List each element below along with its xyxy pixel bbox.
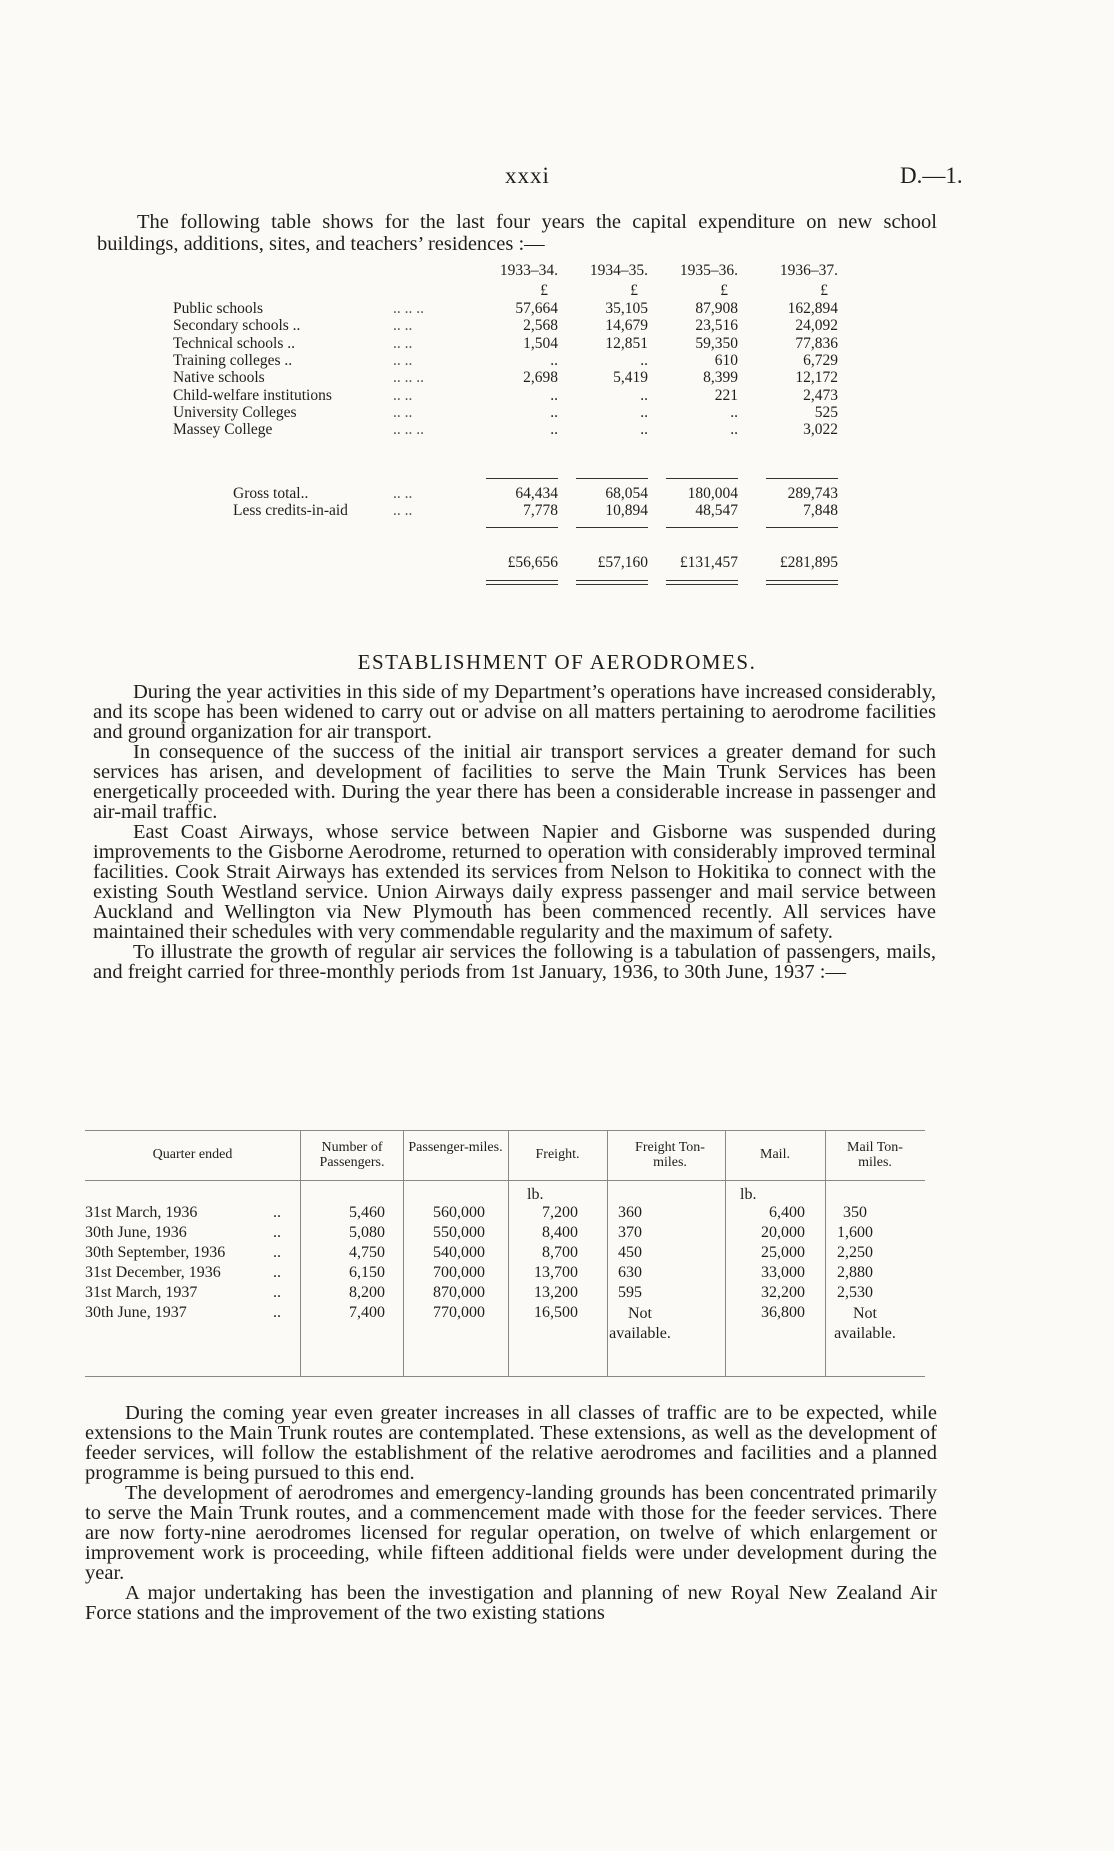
expenditure-row [173, 485, 873, 503]
expenditure-row [173, 421, 873, 439]
double-rule [666, 580, 738, 585]
section-heading: ESTABLISHMENT OF AERODROMES. [357, 650, 757, 674]
body-paragraphs-b [85, 1403, 937, 1623]
cell-value: .. [640, 386, 648, 404]
currency-symbol: £ [630, 282, 638, 299]
mtm-cell: 2,250 [837, 1244, 873, 1261]
leader-dots: .. .. .. [393, 421, 424, 439]
mail-cell: 6,400 [769, 1204, 805, 1221]
mtm-cell: 350 [843, 1204, 867, 1221]
cell-value: 35,105 [605, 300, 648, 317]
cell-value: 3,022 [803, 421, 838, 439]
column-divider [300, 1130, 301, 1376]
subtotal-rule [486, 478, 558, 479]
expenditure-row [173, 317, 873, 335]
subtotal-rule [766, 478, 838, 479]
expenditure-row [173, 369, 873, 387]
freight-unit: lb. [527, 1186, 544, 1203]
cell-value: 2,698 [523, 369, 558, 387]
double-rule [576, 580, 648, 585]
table-rule [85, 1376, 925, 1377]
pmiles-cell: 870,000 [433, 1284, 485, 1301]
leader-dots: .. .. [393, 317, 413, 335]
cell-value: 610 [714, 351, 738, 369]
cell-value: .. [640, 351, 648, 369]
year-header: 1934–35. [589, 262, 648, 279]
net-total: £56,656 [507, 554, 558, 571]
quarter-cell: 30th June, 1937 [85, 1304, 187, 1321]
leader-dots: .. .. [393, 502, 413, 519]
cell-value: 180,004 [687, 485, 738, 502]
quarter-cell: 31st December, 1936 [85, 1264, 221, 1281]
currency-symbol: £ [720, 282, 728, 299]
cell-value: .. [640, 403, 648, 421]
cell-value: 289,743 [787, 485, 838, 502]
paragraph: East Coast Airways, whose service between Napier and Gisborne was suspended during improvements to the Gisborne Aerodrome, returned to operation with considerably improved terminal facilities. Cook Strait Airways has extended its services from Nelson to Hokitika to connect with the existing South Westland service. Union Airways daily express passenger and mail service between Auckland and Wellington via New Plymouth has been commenced recently. All services have maintained their schedules with very commendable regularity and the maximum of safety. [93, 821, 936, 943]
mail-cell: 20,000 [761, 1224, 805, 1241]
leader-dots: .. [273, 1304, 281, 1321]
row-label: University Colleges [173, 403, 297, 421]
header-freight-ton-miles: Freight Ton-miles. [635, 1140, 705, 1170]
double-rule [486, 580, 558, 585]
leader-dots: .. .. [393, 351, 413, 369]
mtm-cell: 1,600 [837, 1224, 873, 1241]
cell-value: 24,092 [795, 317, 838, 335]
cell-value: .. [730, 403, 738, 421]
ftm-cell: 360 [618, 1204, 642, 1221]
total-rule [576, 527, 648, 528]
row-label: Training colleges .. [173, 351, 293, 369]
header-freight: Freight. [535, 1147, 580, 1162]
table-rule [85, 1180, 925, 1181]
paragraph: During the year activities in this side of my Department’s operations have increased considerably, and its scope has been widened to carry out or advise on all matters pertaining to aerodrome facilities and ground organization for air transport. [93, 681, 936, 743]
cell-value: 7,848 [803, 502, 838, 519]
passengers-cell: 5,080 [349, 1224, 385, 1241]
quarter-cell: 30th September, 1936 [85, 1244, 226, 1261]
paragraph: A major undertaking has been the investigation and planning of new Royal New Zealand Air Force stations and the improvement of the two existing stations [85, 1582, 937, 1624]
freight-cell: 13,200 [534, 1284, 578, 1301]
cell-value: 77,836 [795, 334, 838, 352]
leader-dots: .. [273, 1264, 281, 1281]
double-rule [766, 580, 838, 585]
ftm-cell: 450 [618, 1244, 642, 1261]
cell-value: 14,679 [605, 317, 648, 335]
intro-text: The following table shows for the last four years the capital expenditure on new school buildings, additions, sites, and teachers’ residences :— [97, 211, 937, 255]
leader-dots: .. [273, 1244, 281, 1261]
cell-value: .. [640, 421, 648, 439]
cell-value: 8,399 [703, 369, 738, 387]
year-header: 1935–36. [679, 262, 738, 279]
year-header: 1936–37. [779, 262, 838, 279]
expenditure-row [173, 404, 873, 422]
cell-value: 12,172 [795, 369, 838, 387]
expenditure-row [173, 335, 873, 353]
total-rule [486, 527, 558, 528]
cell-value: 68,054 [605, 485, 648, 502]
passengers-cell: 4,750 [349, 1244, 385, 1261]
leader-dots: .. [273, 1284, 281, 1301]
quarter-cell: 31st March, 1936 [85, 1204, 198, 1221]
pmiles-cell: 540,000 [433, 1244, 485, 1261]
ftm-cell: 630 [618, 1264, 642, 1281]
cell-value: .. [550, 351, 558, 369]
cell-value: 87,908 [695, 300, 738, 317]
net-total: £131,457 [679, 554, 738, 571]
ftm-cell: 370 [618, 1224, 642, 1241]
cell-value: 12,851 [605, 334, 648, 352]
paragraph: The development of aerodromes and emergency-landing grounds has been concentrated primarily to serve the Main Trunk routes, and a commencement made with those for the feeder services. There are now forty-nine aerodromes licensed for regular operation, on twelve of which enlargement or improvement work is proceeding, while fifteen additional fields were under development during the year. [85, 1482, 937, 1584]
row-label: Native schools [173, 369, 265, 387]
header-passengers: Number of Passengers. [319, 1140, 385, 1170]
leader-dots: .. .. [393, 334, 413, 352]
cell-value: .. [550, 386, 558, 404]
header-mail: Mail. [760, 1147, 790, 1162]
passengers-cell: 8,200 [349, 1284, 385, 1301]
expenditure-row [173, 387, 873, 405]
cell-value: 7,778 [523, 502, 558, 519]
ftm-cell: Not available. [609, 1305, 671, 1342]
freight-cell: 7,200 [542, 1204, 578, 1221]
mail-unit: lb. [740, 1186, 757, 1203]
leader-dots: .. .. .. [393, 300, 424, 317]
cell-value: 23,516 [695, 317, 738, 335]
freight-cell: 8,700 [542, 1244, 578, 1261]
cell-value: 221 [714, 386, 738, 404]
header-quarter: Quarter ended [152, 1147, 233, 1162]
cell-value: 1,504 [523, 334, 558, 352]
mail-cell: 36,800 [761, 1304, 805, 1321]
paragraph: To illustrate the growth of regular air services the following is a tabulation of passengers, mails, and freight carried for three-monthly periods from 1st January, 1936, to 30th June, 1937 :— [93, 941, 936, 983]
row-label: Massey College [173, 421, 273, 439]
cell-value: 57,664 [515, 300, 558, 317]
row-label: Less credits-in-aid [233, 502, 348, 519]
total-rule [766, 527, 838, 528]
pmiles-cell: 550,000 [433, 1224, 485, 1241]
row-label: Gross total.. [233, 485, 309, 502]
row-label: Secondary schools .. [173, 317, 301, 335]
mtm-cell: 2,530 [837, 1284, 873, 1301]
cell-value: .. [550, 421, 558, 439]
body-paragraphs-a [93, 682, 936, 982]
cell-value: 10,894 [605, 502, 648, 519]
row-label: Technical schools .. [173, 334, 296, 352]
passengers-cell: 7,400 [349, 1304, 385, 1321]
leader-dots: .. .. [393, 485, 413, 502]
leader-dots: .. .. .. [393, 369, 424, 387]
mail-cell: 33,000 [761, 1264, 805, 1281]
subtotal-rule [666, 478, 738, 479]
expenditure-row [173, 352, 873, 370]
leader-dots: .. [273, 1204, 281, 1221]
header-mail-ton-miles: Mail Ton-miles. [847, 1140, 903, 1170]
mtm-cell: 2,880 [837, 1264, 873, 1281]
mtm-cell: Not available. [834, 1305, 896, 1342]
mail-cell: 32,200 [761, 1284, 805, 1301]
row-label: Child-welfare institutions [173, 386, 332, 404]
freight-cell: 16,500 [534, 1304, 578, 1321]
cell-value: .. [730, 421, 738, 439]
column-divider [403, 1130, 404, 1376]
header-passenger-miles: Passenger-miles. [408, 1140, 503, 1155]
intro-paragraph [97, 211, 937, 255]
cell-value: 48,547 [695, 502, 738, 519]
freight-cell: 8,400 [542, 1224, 578, 1241]
pmiles-cell: 700,000 [433, 1264, 485, 1281]
cell-value: 525 [814, 403, 838, 421]
expenditure-row [173, 502, 873, 520]
cell-value: 2,568 [523, 317, 558, 335]
cell-value: 162,894 [787, 300, 838, 317]
paragraph: In consequence of the success of the initial air transport services a greater demand for such services has arisen, and development of facilities to serve the Main Trunk Services has been energetically proceeded with. During the year there has been a considerable increase in passenger and air-mail traffic. [93, 741, 936, 823]
ftm-cell: 595 [618, 1284, 642, 1301]
cell-value: .. [550, 403, 558, 421]
freight-cell: 13,700 [534, 1264, 578, 1281]
cell-value: 59,350 [695, 334, 738, 352]
quarter-cell: 30th June, 1936 [85, 1224, 187, 1241]
cell-value: 64,434 [515, 485, 558, 502]
pmiles-cell: 560,000 [433, 1204, 485, 1221]
net-total: £281,895 [779, 554, 838, 571]
currency-symbol: £ [540, 282, 548, 299]
year-header: 1933–34. [499, 262, 558, 279]
page-number: xxxi [505, 163, 550, 188]
subtotal-rule [576, 478, 648, 479]
cell-value: 2,473 [803, 386, 838, 404]
quarter-cell: 31st March, 1937 [85, 1284, 198, 1301]
net-total: £57,160 [597, 554, 648, 571]
total-rule [666, 527, 738, 528]
row-label: Public schools [173, 300, 263, 317]
leader-dots: .. .. [393, 386, 413, 404]
pmiles-cell: 770,000 [433, 1304, 485, 1321]
cell-value: 5,419 [613, 369, 648, 387]
leader-dots: .. [273, 1224, 281, 1241]
table-rule [85, 1130, 925, 1131]
expenditure-row [173, 300, 873, 318]
cell-value: 6,729 [803, 351, 838, 369]
document-id: D.—1. [900, 163, 963, 188]
passengers-cell: 6,150 [349, 1264, 385, 1281]
currency-symbol: £ [820, 282, 828, 299]
leader-dots: .. .. [393, 403, 413, 421]
passengers-cell: 5,460 [349, 1204, 385, 1221]
paragraph: During the coming year even greater increases in all classes of traffic are to be expected, while extensions to the Main Trunk routes are contemplated. These extensions, as well as the development of feeder services, will follow the establishment of the relative aerodromes and facilities and a planned programme is being pursued to this end. [85, 1402, 937, 1484]
mail-cell: 25,000 [761, 1244, 805, 1261]
